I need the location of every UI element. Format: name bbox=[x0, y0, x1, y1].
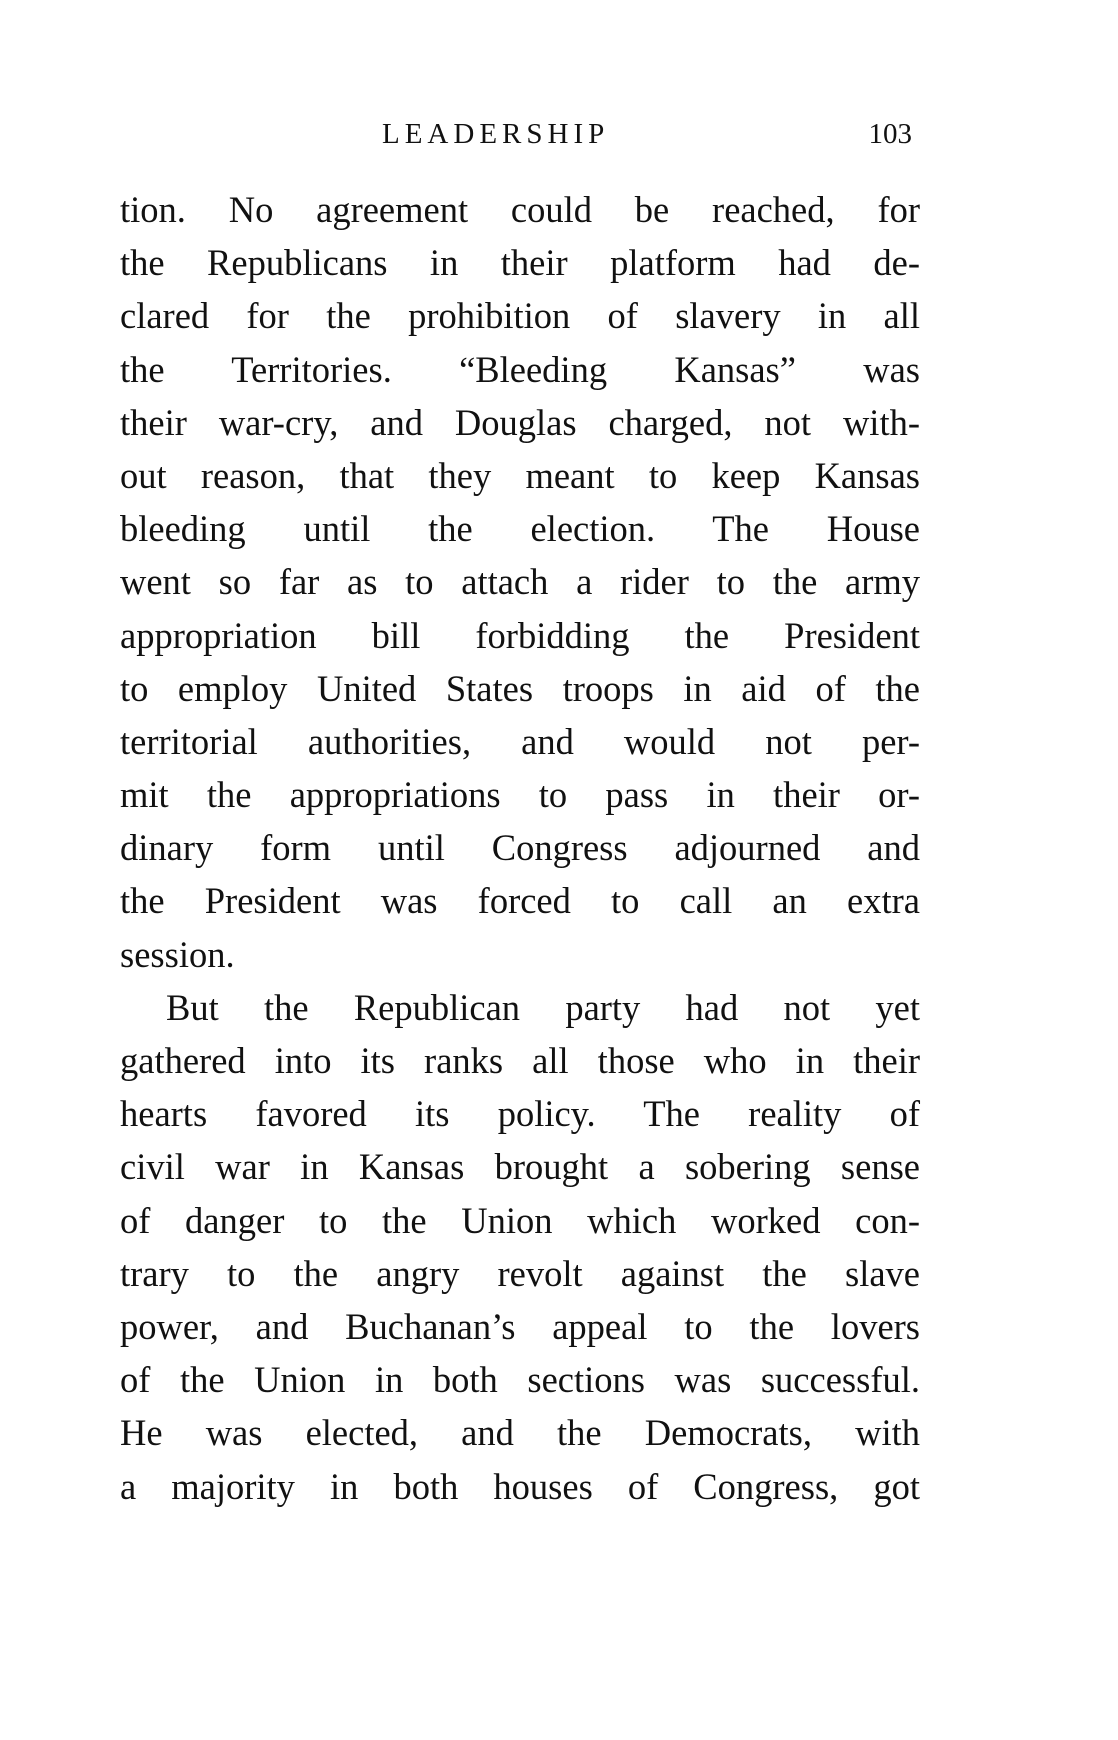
text-line: power, and Buchanan’s appeal to the lovers bbox=[120, 1305, 920, 1347]
text-line: clared for the prohibition of slavery in all bbox=[120, 295, 920, 337]
text-line: tion. No agreement could be reached, for bbox=[120, 189, 920, 230]
text-line: their war-cry, and Douglas charged, not with- bbox=[120, 401, 920, 443]
text-line: dinary form until Congress adjourned and bbox=[120, 827, 920, 869]
page-number: 103 bbox=[868, 118, 912, 150]
running-head bbox=[120, 112, 920, 156]
text-line: bleeding until the election. The House bbox=[120, 508, 920, 550]
text-line: hearts favored its policy. The reality of bbox=[120, 1093, 920, 1135]
paragraph-start-line: But the Republican party had not yet bbox=[166, 986, 920, 1028]
text-line: civil war in Kansas brought a sobering sense bbox=[120, 1146, 920, 1188]
paragraph-end-line: session. bbox=[120, 933, 235, 975]
text-line: territorial authorities, and would not per- bbox=[120, 720, 920, 762]
text-line: the President was forced to call an extra bbox=[120, 880, 920, 922]
running-title: LEADERSHIP bbox=[382, 118, 610, 150]
text-line: of danger to the Union which worked con- bbox=[120, 1199, 920, 1241]
text-line: went so far as to attach a rider to the army bbox=[120, 561, 920, 603]
text-line: to employ United States troops in aid of the bbox=[120, 667, 920, 709]
text-line: a majority in both houses of Congress, got bbox=[120, 1465, 920, 1507]
text-line: of the Union in both sections was successful. bbox=[120, 1359, 920, 1401]
text-line: He was elected, and the Democrats, with bbox=[120, 1412, 920, 1454]
body-text bbox=[120, 183, 920, 1513]
text-line: mit the appropriations to pass in their or- bbox=[120, 774, 920, 816]
text-line: the Republicans in their platform had de- bbox=[120, 242, 920, 284]
text-line: appropriation bill forbidding the President bbox=[120, 614, 920, 656]
text-line: gathered into its ranks all those who in their bbox=[120, 1040, 920, 1081]
text-line: the Territories. “Bleeding Kansas” was bbox=[120, 348, 920, 390]
text-line: out reason, that they meant to keep Kansas bbox=[120, 454, 920, 496]
text-line: trary to the angry revolt against the slave bbox=[120, 1252, 920, 1294]
